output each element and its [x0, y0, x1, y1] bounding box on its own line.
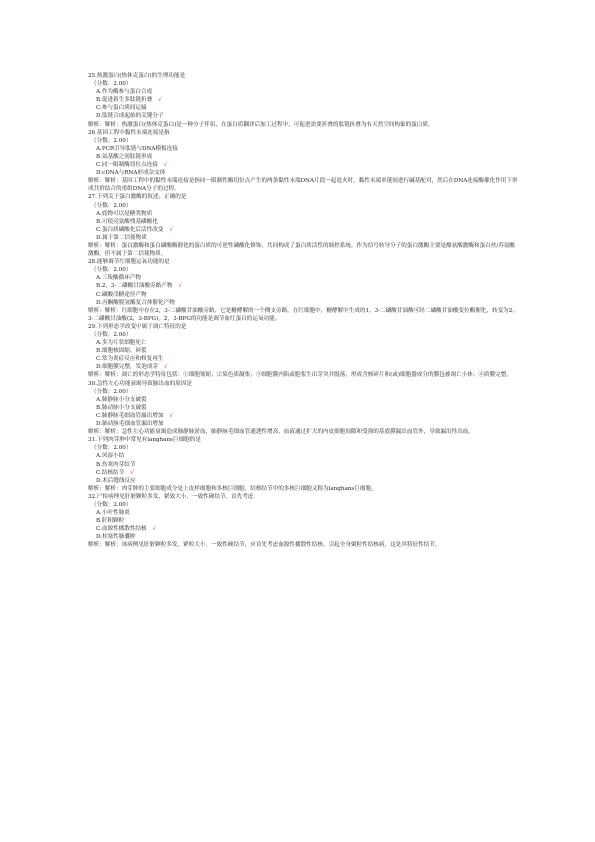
answer-option [88, 533, 518, 541]
answer-option [88, 145, 518, 153]
answer-option-text: D.术后缝线反应 [96, 477, 136, 484]
answer-option [88, 412, 518, 420]
question-score: （分数：2.00） [91, 81, 132, 88]
question-score: （分数：2.00） [91, 202, 132, 209]
answer-option [88, 452, 518, 460]
question-explanation: 解析：解析：蛋白激酶和蛋白磷酸酶催化的蛋白质的可逆性磷酸化修饰，共同构成了蛋白质活性的调控系统。作为信号转导分子的蛋白激酶主要是酪氨酸激酶和蛋白丝/苏氨酸激酶，但不属于第二信使物质。 [88, 242, 516, 258]
question-block [88, 380, 518, 437]
question-title: 25.热激蛋白(热休克蛋白)的生理功能是 [88, 73, 186, 79]
answer-option [88, 525, 518, 533]
question-score: （分数：2.00） [91, 332, 132, 338]
answer-option [88, 169, 518, 177]
answer-option-text: B.氨基酸之间肽链形成 [96, 153, 153, 160]
answer-option [88, 404, 518, 412]
answer-option [88, 210, 518, 218]
question-explanation: 解析：解析：红细胞中存在2，3-二磷酸甘油酸旁路，它是糖酵解的一个侧支旁路。在红细胞中，糖酵解中生成的1，3-二磷酸甘油酸可经二磷酸甘油酸变位酶催化，转变为2，3-二磷酸甘油酸(2，3-BPG)。2，3-BPG的功能是调节血红蛋白的运氧功能。 [88, 307, 518, 322]
answer-option [88, 291, 518, 299]
answer-option-text: A.三羧酸循环产物 [96, 275, 141, 282]
question-score: （分数：2.00） [91, 388, 132, 395]
question-score: （分数：2.00） [91, 267, 132, 274]
question-title: 26.基因工程中黏性末端连接是指 [88, 129, 170, 136]
answer-option-text: D.细胞膜完整，发泡成芽 [96, 364, 159, 371]
question-explanation: 解析：解析：肉芽肿的主要细胞成分是上皮样细胞和多核巨细胞，结核结节中的多核巨细胞又称为langhans巨细胞。 [88, 485, 377, 492]
question-explanation: 解析：解析：急性左心功能衰竭造成肺静脉淤血，肺静脉毛细血管通透性增高，血液通过扩大的内皮细胞间隙和受损的基底膜漏出血管外，导致漏出性出血。 [88, 429, 474, 436]
answer-option-text: C.蛋白质磷酸化后活性改变 [96, 226, 164, 233]
answer-option [88, 112, 518, 120]
answer-option [88, 517, 518, 525]
question-explanation: 解析：解析：基因工程中的黏性末端连接是指同一限制性酶切位点产生的两条黏性末端DNA片段一起退火时，黏性末端单链间进行碱基配对，然后在DNA连接酶催化作用下形成共价结合的重组DNA分子的过程。 [88, 178, 518, 193]
answer-option-text: A.肺静脉小分支破裂 [96, 396, 147, 403]
answer-option-text: C.血源性播散性结核 [96, 526, 147, 533]
question-block [88, 493, 518, 550]
answer-option-text: C.结核结节 [96, 469, 125, 476]
question-title: 31.下列肉芽肿中常见有langhans巨细胞的是 [88, 437, 201, 444]
answer-option [88, 469, 518, 477]
answer-option-text: A.风湿小结 [96, 453, 125, 460]
answer-option-text: C.常为炎症反应和修复再生 [96, 356, 164, 363]
answer-option-text: B.可使亮氨酸残基磷酸化 [96, 218, 158, 225]
question-explanation: 解析：解析：该病例见肝脏颗粒多发、紧粒大小、一致性硬结节，应首先考虑血源性播散性结核，引起全身粟粒性结核病，这是其特征性结节。 [88, 542, 441, 549]
answer-option [88, 420, 518, 428]
answer-option [88, 96, 518, 104]
question-title: 27.下列关于蛋白激酶的叙述，正确的是 [88, 194, 187, 201]
check-icon: √ [130, 469, 134, 476]
answer-option-text: B.细胞核固缩、碎裂 [96, 348, 147, 355]
answer-option-text: D.肺动脉毛细血管漏出增加 [96, 421, 164, 428]
check-icon: √ [178, 283, 183, 290]
answer-option [88, 161, 518, 169]
question-score: （分数：2.00） [91, 137, 132, 144]
answer-option-text: A.PCR引导肽链与DNA模板连接 [96, 145, 178, 152]
answer-option-text: B.2，3-二磷酸甘油酸旁路产物 [96, 283, 173, 290]
answer-option-text: C.肺静脉毛细血管漏出增加 [96, 412, 164, 419]
answer-option [88, 153, 518, 161]
question-explanation: 解析：解析：凋亡的形态学特征包括：①细胞皱缩；②染色质凝集；③细胞膜内陷或胞浆生出芽突并脱落，形成含核碎片和(或)细胞器成分的膜包被凋亡小体；④质膜完整。 [88, 372, 512, 379]
answer-option-text: A.小叶性肺炎 [96, 510, 130, 517]
check-icon: √ [152, 526, 157, 533]
answer-option-text: D.丙酮酸脱氢酶复合体催化产物 [96, 299, 175, 306]
answer-option [88, 88, 518, 96]
check-icon: √ [158, 97, 162, 104]
answer-option-text: C.同一限制酶切位点连接 [96, 162, 158, 169]
question-score: （分数：2.00） [91, 445, 132, 452]
answer-option [88, 396, 518, 404]
question-explanation: 解析：解析：热激蛋白(热休克蛋白)是一种分子伴侣，在蛋白质翻译后加工过程中，可促进需要折叠的肽链折叠为有天然空间构象的蛋白质。 [88, 121, 434, 128]
question-block [88, 436, 518, 493]
answer-option-text: B.肺动脉小分支破裂 [96, 404, 147, 411]
question-title: 32.尸检病理见肝脏颗粒多发、紧致大小、一致性硬结节，首先考虑 [88, 493, 254, 500]
answer-option [88, 104, 518, 112]
question-title: 30.急性左心功能衰竭导致肺出血的原因是 [88, 380, 192, 387]
question-title: 28.能够调节红细胞运氧功能的是 [88, 259, 170, 266]
check-icon: √ [164, 364, 168, 371]
answer-option [88, 347, 518, 355]
answer-option [88, 509, 518, 517]
answer-option-text: C.磷酸戊糖途径产物 [96, 291, 147, 298]
answer-option [88, 363, 518, 371]
check-icon: √ [169, 226, 173, 233]
answer-option-text: B.肝粗颗粒 [96, 518, 125, 525]
answer-option-text: D.栓塞性肺囊肿 [96, 534, 136, 541]
answer-option-text: D.cDNA与RNA形成杂交体 [96, 170, 166, 177]
answer-option-text: A.作为酶参与蛋白合成 [96, 89, 153, 96]
answer-option-text: D.肽链合成起始的关键分子 [96, 113, 164, 120]
check-icon: √ [163, 162, 168, 169]
question-block [88, 193, 518, 258]
answer-option [88, 355, 518, 363]
check-icon: √ [169, 412, 173, 419]
question-block [88, 72, 518, 129]
question-list [88, 72, 518, 550]
answer-option [88, 274, 518, 282]
answer-option-text: A.底物可以是糖类物质 [96, 210, 153, 217]
answer-option-text: B.促进新生多肽链折叠 [96, 97, 153, 104]
question-block [88, 258, 518, 323]
answer-option [88, 226, 518, 234]
answer-option-text: B.伤寒肉芽结节 [96, 461, 136, 468]
answer-option-text: A.多为片状细胞死亡 [96, 340, 147, 347]
answer-option [88, 299, 518, 307]
answer-option [88, 461, 518, 469]
answer-option-text: C.参与蛋白质间运输 [96, 105, 147, 112]
answer-option-text: D.属于第二信使物质 [96, 234, 147, 241]
question-block [88, 129, 518, 194]
answer-option [88, 234, 518, 242]
question-block [88, 323, 518, 380]
answer-option [88, 477, 518, 485]
answer-option [88, 339, 518, 347]
question-title: 29.下列形态学改变中属于凋亡特征的是 [88, 323, 187, 330]
answer-option [88, 218, 518, 226]
question-score: （分数：2.00） [91, 501, 132, 508]
answer-option [88, 282, 518, 290]
